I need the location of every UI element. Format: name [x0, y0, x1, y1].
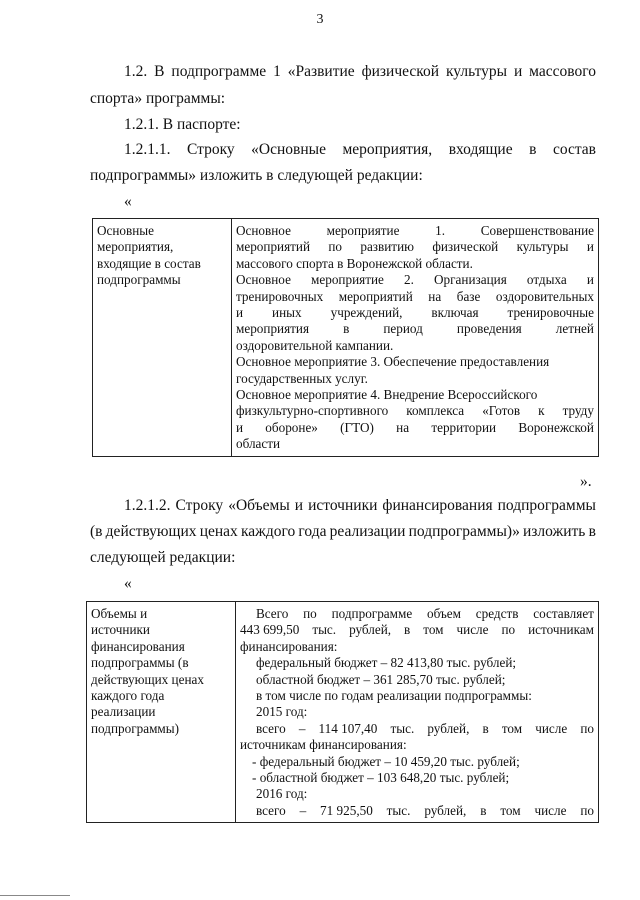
word: мероприятия, [342, 141, 433, 158]
word: мероприятий [338, 288, 413, 304]
table-main-activities [92, 218, 599, 457]
close-quote-1: ». [580, 473, 592, 490]
word: входящие [448, 141, 513, 158]
word: и [236, 305, 244, 321]
word: и [513, 63, 523, 80]
right-cell-line [236, 305, 594, 321]
para-1-2-1-1-line1 [124, 140, 596, 159]
footer-rule [0, 895, 70, 896]
word: в [480, 802, 487, 818]
word: том [500, 802, 521, 818]
para-1-2-1: 1.2.1. В паспорте: [124, 116, 241, 133]
open-quote-2: « [124, 575, 132, 592]
left-cell-line: подпрограммы [97, 272, 181, 288]
word: 2. [404, 272, 414, 288]
table1-right-cell [232, 219, 599, 457]
word: рублей, [427, 720, 470, 736]
right-cell-line [240, 606, 594, 622]
word: изложить [523, 523, 586, 540]
left-cell-line: входящие в состав [97, 255, 201, 271]
left-cell-line: источники [91, 622, 150, 638]
word: рублей, [424, 802, 467, 818]
left-cell-line: каждого года [91, 688, 165, 704]
right-cell-line [240, 622, 594, 638]
left-cell-line: подпрограммы) [91, 720, 180, 736]
word: ценах [199, 523, 238, 540]
word: реализации [329, 523, 406, 540]
left-cell-line: мероприятия, [97, 239, 174, 255]
word: В [154, 63, 165, 80]
right-cell-line: массового спорта в Воронежской области. [236, 255, 473, 271]
word: мероприятие [326, 223, 400, 238]
word: том [423, 622, 444, 638]
word: рублей, [349, 622, 392, 638]
right-cell-line [240, 721, 594, 737]
word: «Готов [482, 403, 521, 419]
word: 1 [273, 63, 281, 80]
para-1-2-line1 [124, 62, 596, 81]
word: состав [552, 141, 596, 158]
word: мероприятий [236, 239, 311, 255]
word: комплекса [406, 403, 465, 419]
word: мероприятия [236, 321, 310, 337]
right-cell-line [236, 321, 594, 337]
left-cell-line: реализации [91, 704, 156, 720]
left-cell-line: Объемы и [91, 606, 148, 621]
word: и [586, 239, 594, 255]
word: Строку [175, 497, 224, 514]
word: по [580, 720, 594, 736]
left-cell-line: финансирования [91, 638, 185, 654]
word: подпрограмме [331, 606, 413, 621]
word: всего [256, 720, 286, 736]
word: и [586, 272, 594, 288]
word: к [538, 403, 545, 419]
word: подпрограмме [171, 63, 267, 80]
page-number: 3 [316, 12, 324, 27]
word: подпрограммы)» [408, 523, 520, 540]
word: том [501, 720, 523, 736]
table2-right-cell [236, 602, 599, 823]
table1-left-cell [93, 219, 232, 457]
word: период [383, 321, 423, 337]
left-cell-line: действующих ценах [91, 671, 204, 687]
word: 1.2. [124, 63, 148, 80]
right-cell-line: - федеральный бюджет – 10 459,20 тыс. рублей; [252, 753, 520, 769]
table2-left-text [91, 606, 231, 737]
word: территории [431, 419, 497, 435]
word: – [299, 802, 307, 818]
table2-left-cell [87, 602, 236, 823]
word: 114 107,40 [318, 720, 378, 736]
word: по [501, 622, 516, 638]
word: «Объемы [228, 497, 290, 514]
word: всего [256, 802, 286, 818]
word: 443 699,50 [240, 622, 300, 638]
word: числе [534, 802, 567, 818]
word: объем [426, 606, 461, 621]
right-cell-line: в том числе по годам реализации подпрограммы: [256, 688, 532, 704]
word: в [588, 523, 596, 540]
word: действующих [105, 523, 197, 540]
word: источникам [528, 622, 594, 638]
right-cell-line: 2015 год: [256, 704, 308, 720]
word: тыс. [312, 622, 337, 638]
word: составляет [533, 606, 594, 621]
word: и [294, 497, 304, 514]
word: в [343, 321, 350, 337]
word: летней [555, 321, 594, 337]
right-cell-line: области [236, 436, 281, 452]
table-financing [86, 601, 599, 823]
word: оздоровительных [495, 288, 594, 304]
word: средств [475, 606, 519, 621]
word: физкультурно-спортивного [236, 403, 389, 419]
right-cell-line: - областной бюджет – 103 648,20 тыс. рублей; [252, 770, 510, 786]
word: числе [456, 622, 489, 638]
right-cell-line [236, 403, 594, 419]
word: по [303, 606, 317, 621]
word: тренировочных [236, 288, 324, 304]
table2-right-text [240, 606, 594, 819]
right-cell-line [236, 420, 594, 436]
word: физической [432, 239, 499, 255]
word: массового [529, 63, 596, 80]
word: – [298, 720, 306, 736]
right-cell-line [236, 272, 594, 288]
table1-left-text [97, 223, 227, 289]
word: (в [90, 523, 103, 540]
para-1-2-1-2-line1 [124, 496, 596, 515]
right-cell-line [240, 803, 594, 819]
word: 1.2.1.1. [124, 141, 171, 158]
word: каждого [240, 523, 296, 540]
word: Основное [236, 223, 291, 238]
right-cell-line [236, 239, 594, 255]
word: Основное [236, 272, 291, 288]
word: включая [431, 305, 479, 321]
right-cell-line: государственных услуг. [236, 370, 368, 386]
word: Строку [187, 141, 235, 158]
right-cell-line: Основное мероприятие 4. Внедрение Всероссийского [236, 387, 538, 403]
word: Воронежской [518, 419, 594, 435]
word: и [236, 419, 244, 435]
left-cell-line: Основные [97, 223, 155, 238]
right-cell-line: федеральный бюджет – 82 413,80 тыс. рублей; [256, 655, 517, 671]
right-cell-line: оздоровительной кампании. [236, 337, 394, 353]
word: (ГТО) [340, 419, 374, 435]
word: источники [308, 497, 378, 514]
word: года [298, 523, 327, 540]
word: в [482, 720, 489, 736]
right-cell-line [236, 289, 594, 305]
word: мероприятие [311, 272, 384, 288]
word: иных [272, 305, 302, 321]
right-cell-line: Основное мероприятие 3. Обеспечение предоставления [236, 354, 550, 370]
para-1-2-1-2-line2 [90, 522, 596, 541]
word: Совершенствование [480, 223, 594, 238]
right-cell-line: источникам финансирования: [240, 737, 407, 753]
word: физической [361, 63, 440, 80]
word: Организация [434, 272, 507, 288]
word: тыс. [390, 720, 415, 736]
right-cell-line: финансирования: [240, 638, 338, 654]
word: тыс. [386, 802, 411, 818]
word: культуры [516, 239, 569, 255]
word: труду [562, 403, 594, 419]
word: «Развитие [287, 63, 355, 80]
word: культуры [445, 63, 508, 80]
word: «Основные [251, 141, 326, 158]
para-1-2-line2: спорта» программы: [90, 90, 226, 107]
word: числе [535, 720, 568, 736]
word: учреждений, [330, 305, 403, 321]
word: на [396, 419, 410, 435]
word: в [529, 141, 537, 158]
word: 71 925,50 [320, 802, 373, 818]
right-cell-line [236, 223, 594, 239]
word: по [580, 802, 594, 818]
word: подпрограммы [497, 497, 596, 514]
word: развитию [360, 239, 414, 255]
table1-right-text [236, 223, 594, 453]
word: финансирования [382, 497, 493, 514]
word: 1.2.1.2. [124, 497, 171, 514]
word: базе [456, 288, 481, 304]
para-1-2-1-2-line3: следующей редакции: [90, 549, 236, 566]
left-cell-line: подпрограммы (в [91, 655, 189, 671]
word: в [404, 622, 411, 638]
word: проведения [456, 321, 522, 337]
word: 1. [435, 223, 446, 238]
word: тренировочные [507, 305, 594, 321]
right-cell-line: 2016 год: [256, 786, 308, 802]
word: по [328, 239, 343, 255]
word: на [428, 288, 442, 304]
word: Всего [256, 606, 289, 621]
word: обороне» [265, 419, 318, 435]
right-cell-line: областной бюджет – 361 285,70 тыс. рублей; [256, 671, 506, 687]
word: отдыха [526, 272, 567, 288]
para-1-2-1-1-line2: подпрограммы» изложить в следующей редакции: [90, 167, 423, 184]
open-quote-1: « [124, 193, 132, 210]
